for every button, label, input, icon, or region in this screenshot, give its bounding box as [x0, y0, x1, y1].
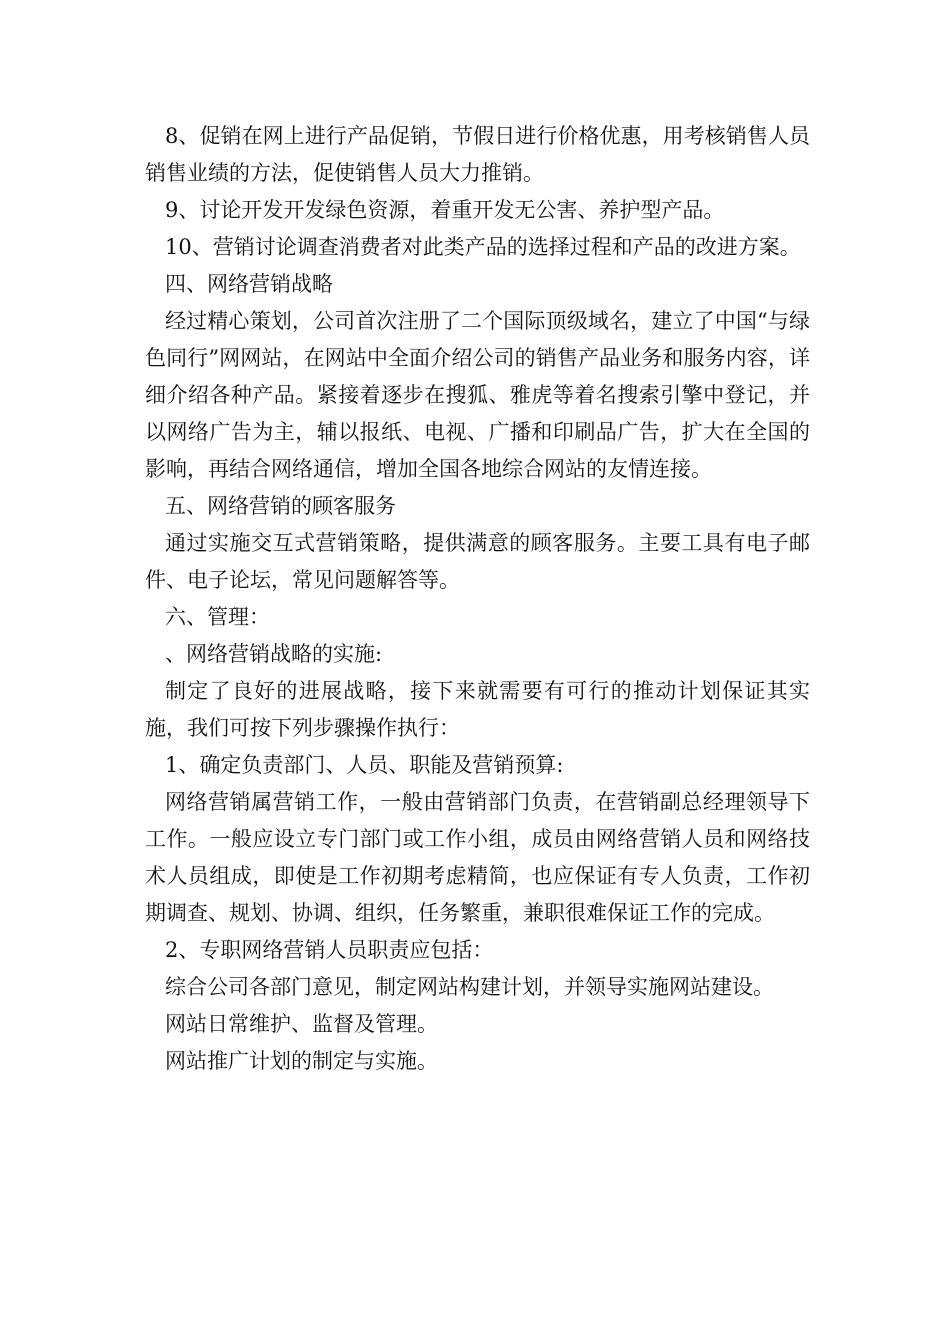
document-body: [145, 118, 810, 1080]
paragraph-implementation-plan: 制定了良好的进展战略，接下来就需要有可行的推动计划保证其实施，我们可按下列步骤操作执行：: [145, 679, 810, 740]
subheading-strategy-implementation: 、网络营销战略的实施:: [165, 642, 383, 666]
list-item-duty-maintenance: 网站日常维护、监督及管理。: [165, 1012, 438, 1036]
paragraph-promotion: 8、促销在网上进行产品促销，节假日进行价格优惠，用考核销售人员销售业绩的方法，促使销售人员大力推销。: [145, 124, 810, 185]
paragraph-green-resources: 9、讨论开发开发绿色资源，着重开发无公害、养护型产品。: [165, 198, 725, 222]
paragraph-consumer-research: 10、营销讨论调查消费者对此类产品的选择过程和产品的改进方案。: [165, 235, 801, 259]
subheading-responsible-department: 1、确定负责部门、人员、职能及营销预算:: [165, 753, 564, 777]
section-heading-customer-service: 五、网络营销的顾客服务: [165, 494, 396, 518]
paragraph-customer-service: 通过实施交互式营销策略，提供满意的顾客服务。主要工具有电子邮件、电子论坛，常见问题解答等。: [145, 531, 810, 592]
list-item-duty-website-plan: 综合公司各部门意见，制定网站构建计划，并领导实施网站建设。: [165, 975, 774, 999]
list-item-duty-promotion-plan: 网站推广计划的制定与实施。: [165, 1049, 438, 1073]
paragraph-strategy: 经过精心策划，公司首次注册了二个国际顶级域名，建立了中国“与绿色同行”网网站，在网站中全面介绍公司的销售产品业务和服务内容，详细介绍各种产品。紧接着逐步在搜狐、雅虎等着名搜索引擎中登记，并以网络广告为主，辅以报纸、电视、广播和印刷品广告，扩大在全国的影响，再结合网络通信，增加全国各地综合网站的友情连接。: [145, 309, 810, 481]
section-heading-management: 六、管理：: [165, 605, 270, 629]
paragraph-department-details: 网络营销属营销工作，一般由营销部门负责，在营销副总经理领导下工作。一般应设立专门部门或工作小组，成员由网络营销人员和网络技术人员组成，即使是工作初期考虑精简，也应保证有专人负责，工作初期调查、规划、协调、组织，任务繁重，兼职很难保证工作的完成。: [145, 790, 810, 925]
section-heading-strategy: 四、网络营销战略: [165, 272, 333, 296]
subheading-staff-duties: 2、专职网络营销人员职责应包括：: [165, 938, 494, 962]
